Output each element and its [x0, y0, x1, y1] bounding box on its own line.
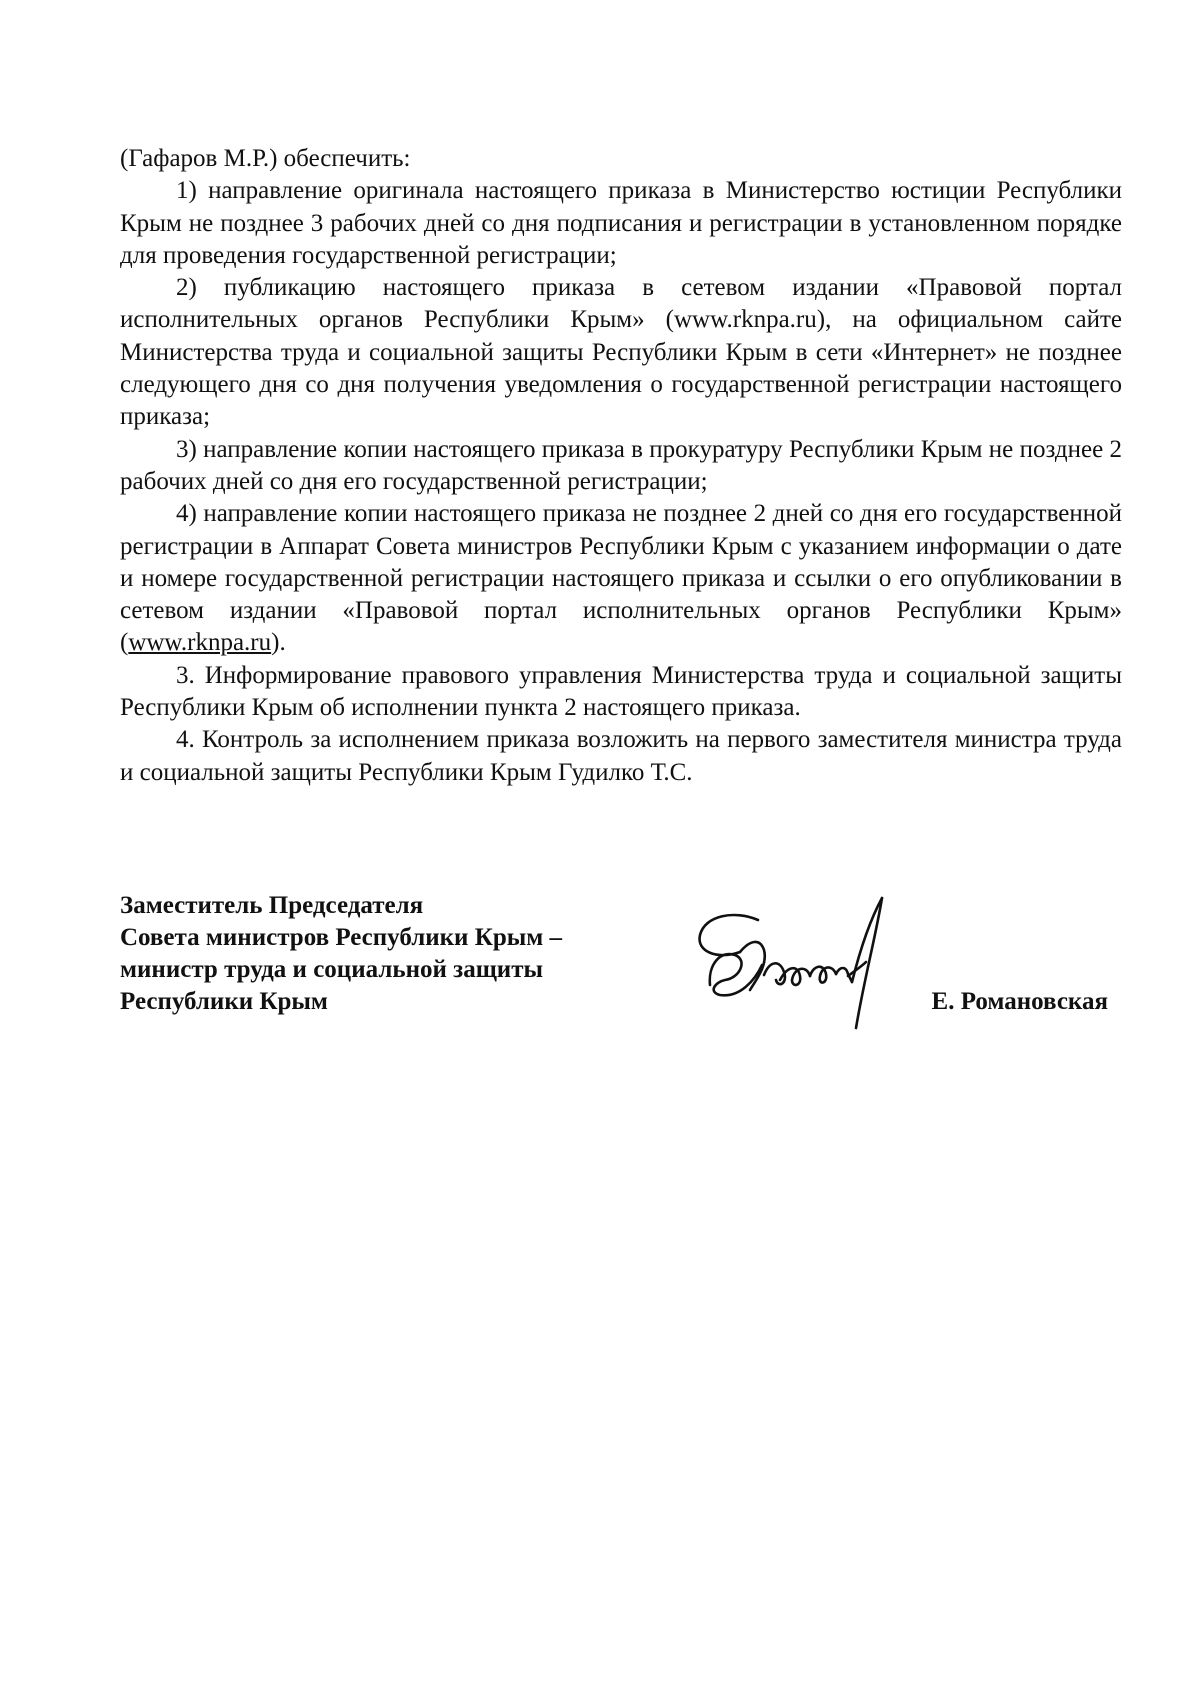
signatory-title-line-2: Совета министров Республики Крым –: [120, 924, 563, 951]
signatory-title-line-3: министр труда и социальной защиты: [120, 956, 543, 983]
paragraph-item-4: [120, 498, 1122, 659]
handwritten-signature: [680, 880, 900, 1030]
paragraph-point-4: 4. Контроль за исполнением приказа возложить на первого заместителя министра труда и социальной защиты Республики Крым Гудилко Т.С.: [120, 726, 1122, 786]
signatory-title: [120, 890, 562, 1018]
paragraph-item-3: 3) направление копии настоящего приказа в прокуратуру Республики Крым не позднее 2 рабочих дней со дня его государственной регистрации;: [120, 435, 1122, 495]
paragraph-item-2: 2) публикацию настоящего приказа в сетевом издании «Правовой портал исполнительных органов Республики Крым» (www.rknpa.ru), на официальном сайте Министерства труда и социальной защиты Республики Крым в сети «Интернет» не позднее следующего дня со дня получения уведомления о государственной регистрации настоящего приказа;: [120, 274, 1122, 431]
signatory-title-line-4: Республики Крым: [120, 988, 328, 1015]
paragraph-item-4-end: ).: [271, 629, 286, 657]
document-body: [120, 143, 1122, 789]
paragraph-item-4-text: 4) направление копии настоящего приказа не позднее 2 дней со дня его государственной регистрации в Аппарат Совета министров Республики Крым с указанием информации о дате и номере государственной регистрации настоящего приказа и ссылки о его опубликовании в сетевом издании «Правовой портал исполнительных органов Республики Крым» (: [120, 500, 1122, 657]
rknpa-link[interactable]: www.rknpa.ru: [128, 629, 272, 657]
signatory-title-line-1: Заместитель Председателя: [120, 892, 424, 919]
signatory-name: Е. Романовская: [931, 988, 1108, 1015]
paragraph-intro: (Гафаров М.Р.) обеспечить:: [120, 145, 411, 172]
paragraph-point-3: 3. Информирование правового управления Министерства труда и социальной защиты Республики Крым об исполнении пункта 2 настоящего приказа.: [120, 661, 1122, 722]
paragraph-item-1: 1) направление оригинала настоящего приказа в Министерство юстиции Республики Крым не позднее 3 рабочих дней со дня подписания и регистрации в установленном порядке для проведения государственной регистрации;: [120, 177, 1122, 269]
signature-block: [120, 890, 1122, 1030]
